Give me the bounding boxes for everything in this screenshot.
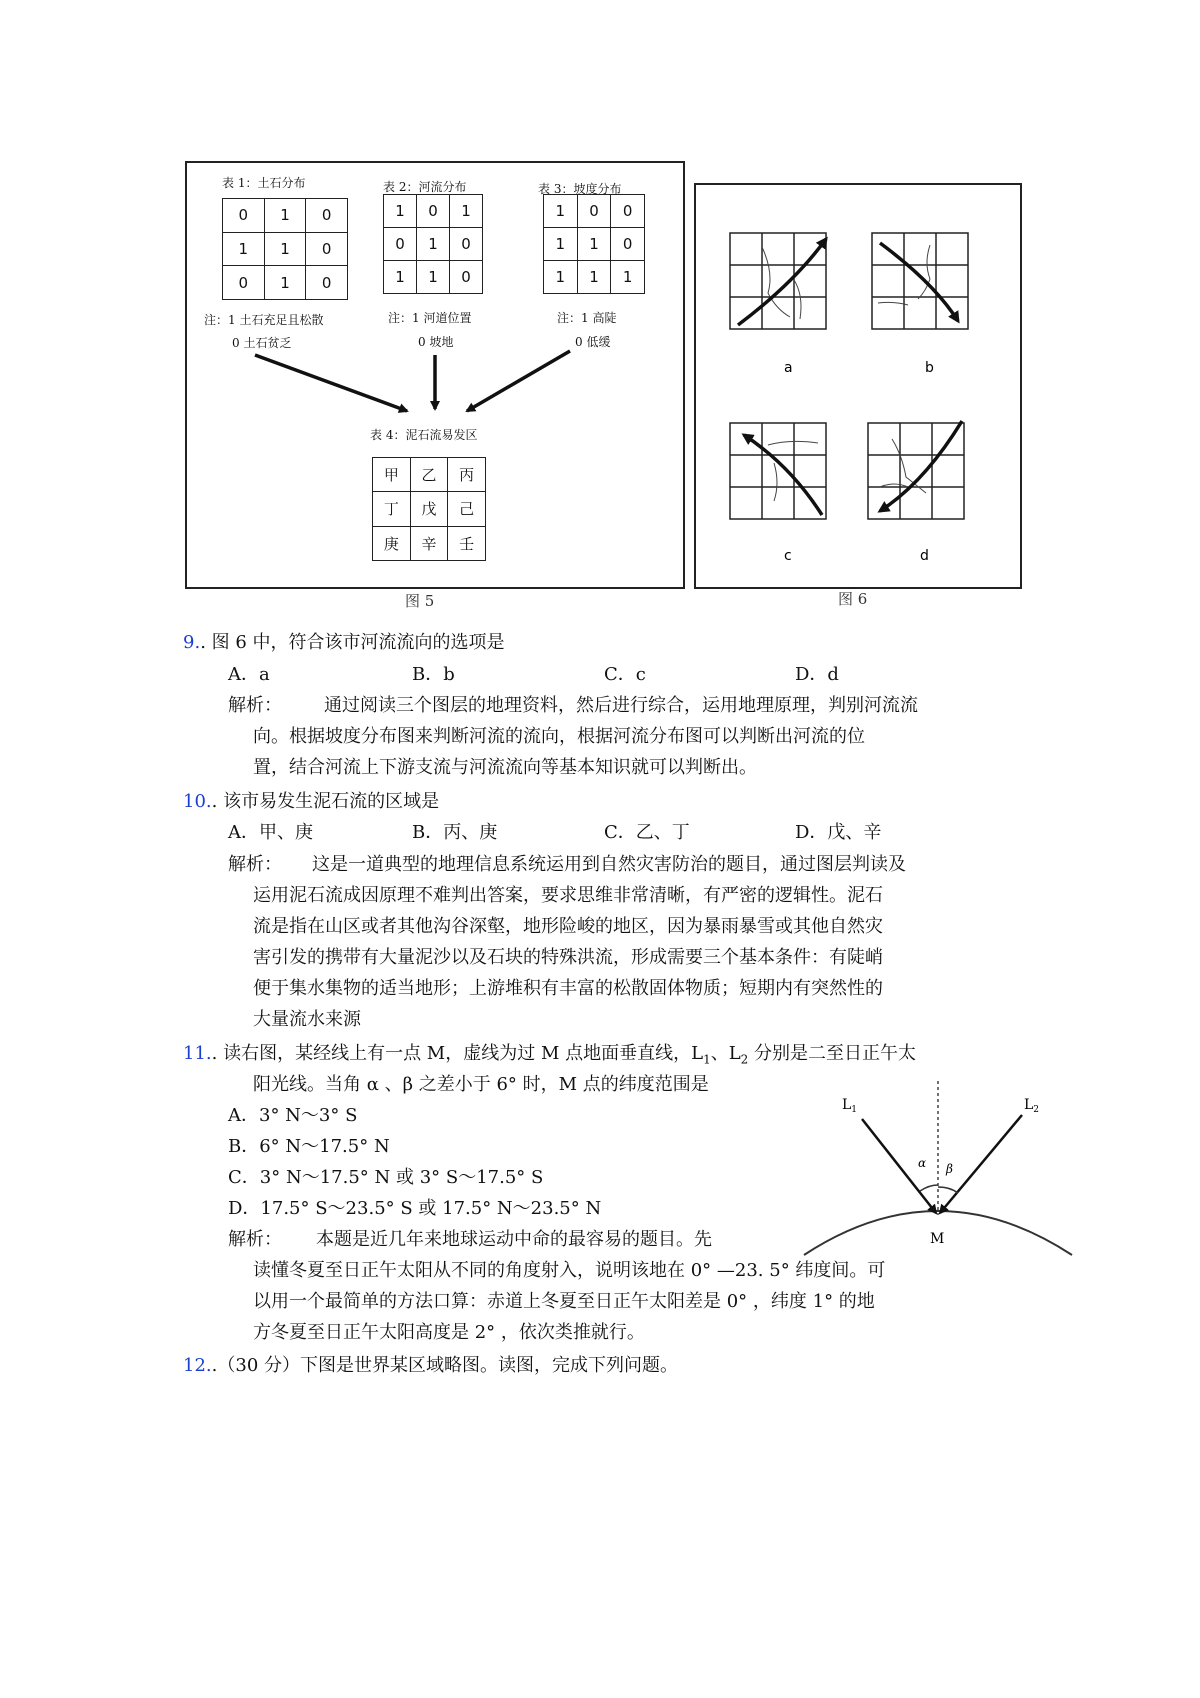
question-10-number: 10. <box>183 791 212 812</box>
q11-option-b: B．6° N～17.5° N <box>228 1136 390 1157</box>
q9-option-d: D．d <box>795 664 839 685</box>
q10-analysis-line-4: 害引发的携带有大量泥沙以及石块的特殊洪流，形成需要三个基本条件：有陡峭 <box>253 947 883 968</box>
q11-analysis-line-2: 读懂冬夏至日正午太阳从不同的角度射入，说明该地在 0° —23. 5° 纬度间。可 <box>253 1260 886 1281</box>
table-1-note-1: 注：1 土石充足且松散 <box>204 313 324 327</box>
table-1-note-2: 0 土石贫乏 <box>232 336 292 350</box>
figure-6-label-b: b <box>925 360 934 376</box>
question-11-text-a: . 读右图，某经线上有一点 M，虚线为过 M 点地面垂直线，L <box>211 1043 704 1064</box>
q10-analysis-line-5: 便于集水集物的适当地形；上游堆积有丰富的松散固体物质；短期内有突然性的 <box>253 978 883 999</box>
angle-arc-beta <box>938 1187 958 1193</box>
question-12-text: .（30 分）下图是世界某区域略图。读图，完成下列问题。 <box>211 1355 678 1376</box>
figure-5-caption: 图 5 <box>405 592 435 610</box>
grid-a <box>730 233 826 329</box>
q11-analysis-line-4: 方冬夏至日正午太阳高度是 2° ，依次类推就行。 <box>253 1322 645 1343</box>
q11-option-a: A．3° N～3° S <box>228 1105 358 1126</box>
grid-c <box>730 423 826 519</box>
question-12-number: 12. <box>183 1355 212 1376</box>
question-9 <box>183 628 505 654</box>
river-arrow-a <box>738 239 826 325</box>
label-alpha: α <box>918 1156 927 1170</box>
q10-analysis-label: 解析： <box>228 854 282 875</box>
table-3-note-1: 注：1 高陡 <box>557 311 617 325</box>
q9-analysis-label: 解析： <box>228 695 282 716</box>
table-3-grid: 1 0 0 1 1 0 1 1 1 <box>543 194 645 294</box>
river-arrow-d <box>880 421 962 511</box>
table-3-title: 表 3：坡度分布 <box>538 182 622 196</box>
label-beta: β <box>946 1162 953 1176</box>
question-11-text-line-2: 阳光线。当角 α 、β 之差小于 6° 时，M 点的纬度范围是 <box>253 1074 709 1095</box>
q11-analysis-line-3: 以用一个最简单的方法口算：赤道上冬夏至日正午太阳差是 0° ，纬度 1° 的地 <box>253 1291 875 1312</box>
question-10-text: . 该市易发生泥石流的区域是 <box>211 791 440 812</box>
label-l2: $L_2$ <box>1024 1097 1040 1115</box>
q9-option-b: B．b <box>412 664 455 685</box>
figure-6-label-c: c <box>784 548 792 564</box>
river-arrow-b <box>880 243 958 321</box>
figure-6-diagrams <box>694 183 1018 585</box>
q11-option-c: C．3° N～17.5° N 或 3° S～17.5° S <box>228 1167 544 1188</box>
table-2-grid: 1 0 1 0 1 0 1 1 0 <box>383 194 483 294</box>
angle-arc-alpha <box>920 1185 938 1191</box>
q9-option-c: C．c <box>604 664 646 685</box>
label-m: M <box>930 1231 945 1247</box>
table-3-note-2: 0 低缓 <box>575 335 611 349</box>
river-arrow-c <box>744 435 822 515</box>
table-1-title: 表 1：土石分布 <box>222 176 306 190</box>
arrow-from-table-3 <box>467 351 570 411</box>
question-11-number: 11. <box>183 1043 212 1064</box>
sun-angle-diagram <box>800 1075 1080 1275</box>
table-4-grid: 甲 乙 丙 丁 戊 己 庚 辛 壬 <box>372 457 486 561</box>
q9-analysis-line-2: 向。根据坡度分布图来判断河流的流向，根据河流分布图可以判断出河流的位 <box>253 726 865 747</box>
figure-6-caption: 图 6 <box>838 590 868 608</box>
arrow-from-table-1 <box>255 355 407 411</box>
figure-6-label-d: d <box>920 548 929 564</box>
q10-option-b: B．丙、庚 <box>412 822 498 843</box>
question-12 <box>183 1351 678 1377</box>
q10-analysis-line-3: 流是指在山区或者其他沟谷深壑，地形险峻的地区，因为暴雨暴雪或其他自然灾 <box>253 916 883 937</box>
q10-analysis-line-1: 这是一道典型的地理信息系统运用到自然灾害防治的题目，通过图层判读及 <box>312 854 906 875</box>
q9-option-a: A．a <box>228 664 270 685</box>
question-9-number: 9. <box>183 632 201 653</box>
q9-analysis-line-3: 置，结合河流上下游支流与河流流向等基本知识就可以判断出。 <box>253 757 757 778</box>
q10-analysis-line-2: 运用泥石流成因原理不难判出答案，要求思维非常清晰，有严密的逻辑性。泥石 <box>253 885 883 906</box>
q10-analysis-line-6: 大量流水来源 <box>253 1009 361 1030</box>
q11-option-d: D．17.5° S～23.5° S 或 17.5° N～23.5° N <box>228 1198 602 1219</box>
label-l1: $L_1$ <box>842 1097 858 1115</box>
q10-option-a: A．甲、庚 <box>228 822 313 843</box>
tributary-c <box>768 441 818 501</box>
question-11: 11.. 读右图，某经线上有一点 M，虚线为过 M 点地面垂直线，$L_1$、$L_2$ 分别是二至日正午太 <box>183 1043 917 1067</box>
q10-option-d: D．戊、辛 <box>795 822 882 843</box>
figure-6-label-a: a <box>784 360 793 376</box>
q9-analysis-line-1: 通过阅读三个图层的地理资料，然后进行综合，运用地理原理，判别河流流 <box>324 695 918 716</box>
q11-analysis-label: 解析： <box>228 1229 282 1250</box>
table-1-grid: 0 1 0 1 1 0 0 1 0 <box>222 198 348 300</box>
q11-analysis-line-1: 本题是近几年来地球运动中命的最容易的题目。先 <box>316 1229 712 1250</box>
tributary-d <box>880 439 926 493</box>
table-2-title: 表 2：河流分布 <box>383 180 467 194</box>
table-4-title: 表 4：泥石流易发区 <box>370 428 478 442</box>
question-10 <box>183 787 439 813</box>
tributary-a <box>762 247 801 319</box>
question-9-text: . 图 6 中，符合该市河流流向的选项是 <box>200 632 505 653</box>
q10-option-c: C．乙、丁 <box>604 822 690 843</box>
table-2-note-2: 0 坡地 <box>418 335 454 349</box>
table-2-note-1: 注：1 河道位置 <box>388 311 472 325</box>
